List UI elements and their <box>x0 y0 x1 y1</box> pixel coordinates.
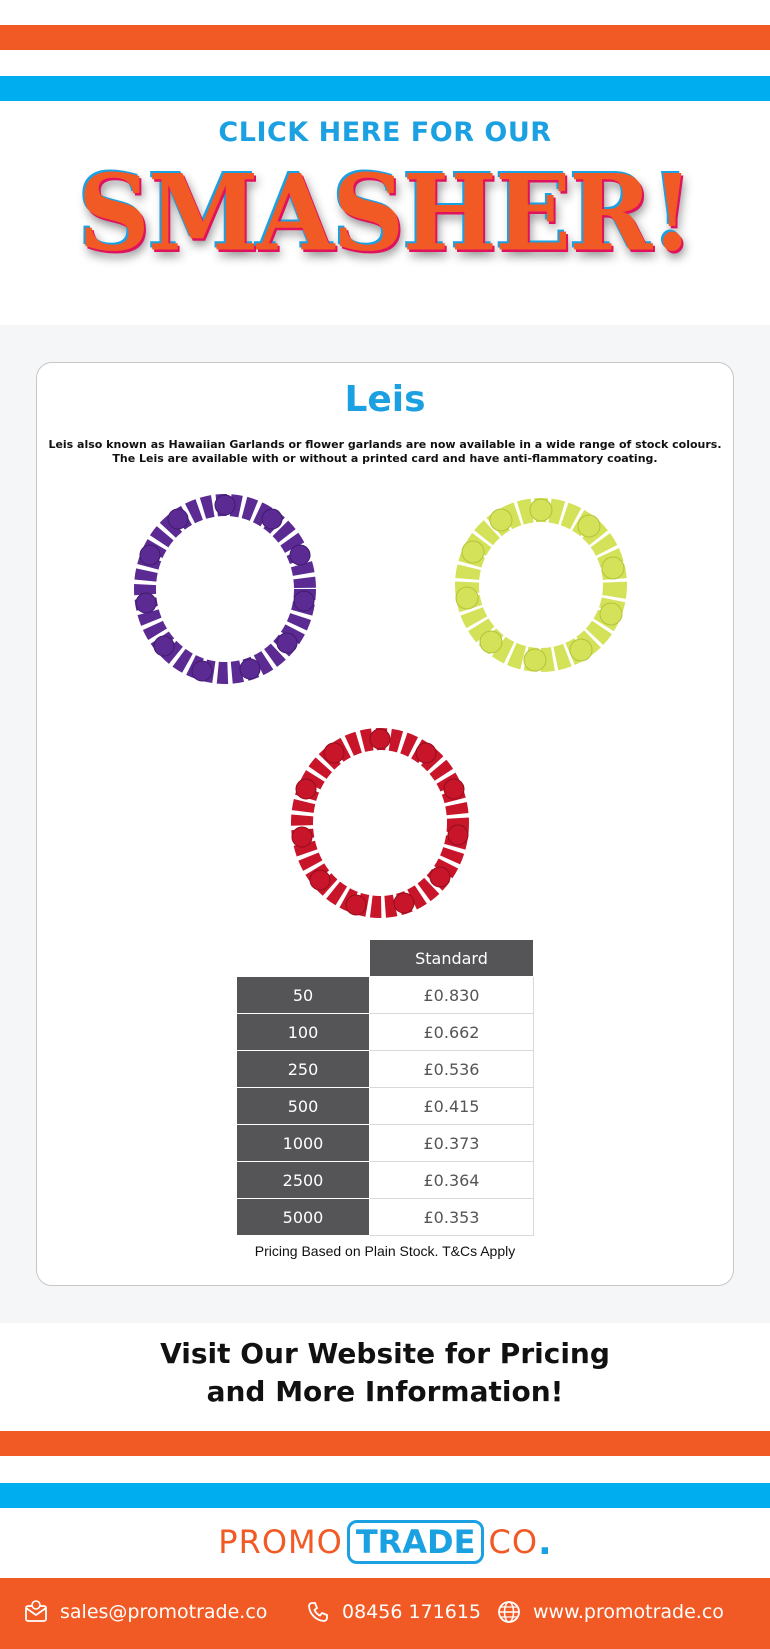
price-cell: £0.415 <box>370 1088 534 1125</box>
pricing-table <box>236 939 534 1236</box>
visit-website-cta <box>0 1335 770 1411</box>
red-lei-graphic <box>288 725 472 921</box>
logo-dot: . <box>538 1521 552 1563</box>
quantity-cell: 250 <box>237 1051 370 1088</box>
phone-link[interactable] <box>306 1600 481 1624</box>
yellow-lei-image <box>453 496 629 674</box>
hero-smasher-title: SMASHER! <box>77 151 693 275</box>
quantity-cell: 1000 <box>237 1125 370 1162</box>
cta-line-1: Visit Our Website for Pricing <box>160 1337 610 1370</box>
pricing-note: Pricing Based on Plain Stock. T&Cs Apply <box>254 1243 516 1259</box>
table-row <box>237 977 534 1014</box>
website-text: www.promotrade.co <box>533 1601 724 1623</box>
email-text: sales@promotrade.co <box>60 1601 268 1623</box>
price-cell: £0.536 <box>370 1051 534 1088</box>
contact-footer <box>0 1578 770 1649</box>
logo-trade-text: TRADE <box>347 1520 485 1564</box>
pricing-header-standard: Standard <box>370 940 534 977</box>
phone-text: 08456 171615 <box>342 1601 482 1623</box>
top-blue-stripe <box>0 76 770 101</box>
table-row <box>237 1199 534 1236</box>
table-row <box>237 1162 534 1199</box>
quantity-cell: 100 <box>237 1014 370 1051</box>
product-description: Leis also known as Hawaiian Garlands or flower garlands are now available in a wide range of stock colours. The Leis are available with or without a printed card and have anti-flammatory coating. <box>48 438 722 465</box>
globe-icon <box>497 1600 521 1624</box>
table-row <box>237 1088 534 1125</box>
email-link[interactable] <box>24 1600 267 1624</box>
quantity-cell: 2500 <box>237 1162 370 1199</box>
pricing-header-spacer <box>237 940 370 977</box>
purple-lei-graphic <box>132 491 318 687</box>
table-row <box>237 1051 534 1088</box>
phone-icon <box>306 1600 330 1624</box>
price-cell: £0.373 <box>370 1125 534 1162</box>
price-cell: £0.364 <box>370 1162 534 1199</box>
cta-line-2: and More Information! <box>206 1375 564 1408</box>
purple-lei-image <box>132 491 318 687</box>
red-lei-image <box>288 725 472 921</box>
website-link[interactable] <box>497 1600 724 1624</box>
logo-co-text: CO <box>488 1523 538 1561</box>
pricing-header-row <box>237 940 534 977</box>
bottom-orange-stripe <box>0 1431 770 1456</box>
price-cell: £0.830 <box>370 977 534 1014</box>
quantity-cell: 5000 <box>237 1199 370 1236</box>
hero-kicker-text: CLICK HERE FOR OUR <box>218 117 552 148</box>
quantity-cell: 50 <box>237 977 370 1014</box>
logo-promo-text: PROMO <box>218 1523 343 1561</box>
price-cell: £0.662 <box>370 1014 534 1051</box>
promotrade-logo-link[interactable] <box>0 1520 770 1564</box>
quantity-cell: 500 <box>237 1088 370 1125</box>
product-title: Leis <box>344 379 426 420</box>
yellow-lei-graphic <box>453 496 629 674</box>
email-icon <box>24 1600 48 1624</box>
price-cell: £0.353 <box>370 1199 534 1236</box>
bottom-blue-stripe <box>0 1483 770 1508</box>
table-row <box>237 1125 534 1162</box>
table-row <box>237 1014 534 1051</box>
smasher-banner-link[interactable] <box>0 101 770 325</box>
top-orange-stripe <box>0 25 770 50</box>
